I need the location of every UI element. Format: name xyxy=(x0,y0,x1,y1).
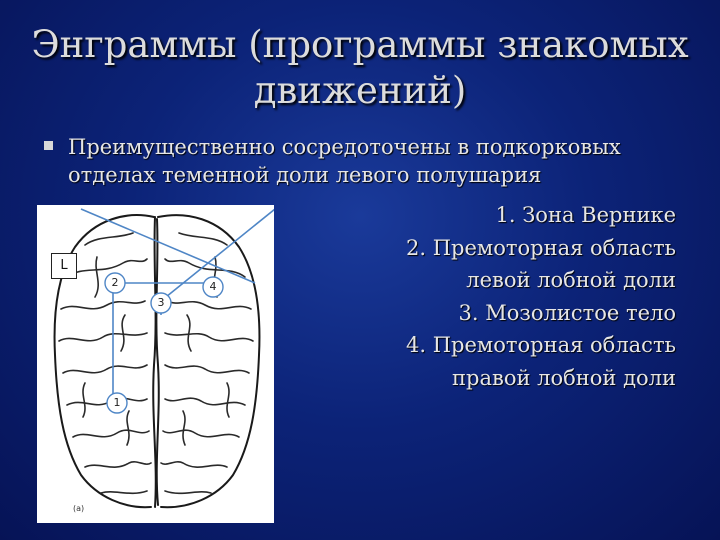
marker-4: 4 xyxy=(209,280,217,293)
region-list xyxy=(346,199,676,394)
bullet-text: Преимущественно сосредоточены в подкорковых отделах теменной доли левого полушария xyxy=(68,135,621,187)
list-item: 4. Премоторная область xyxy=(406,333,676,357)
marker-1: 1 xyxy=(113,396,121,409)
list-item: правой лобной доли xyxy=(452,365,676,390)
list-item: левой лобной доли xyxy=(466,268,676,292)
slide-title: Энграммы (программы знакомых движений) xyxy=(31,23,689,112)
brain-figure xyxy=(37,205,274,523)
left-hemisphere-label: L xyxy=(51,253,77,279)
marker-2: 2 xyxy=(111,276,119,289)
square-bullet-icon xyxy=(44,141,53,150)
panel-letter: (a) xyxy=(73,504,85,513)
list-item: 3. Мозолистое тело xyxy=(458,300,676,325)
marker-3: 3 xyxy=(157,296,165,309)
list-item: 2. Премоторная область xyxy=(406,235,676,260)
list-item: 1. Зона Вернике xyxy=(495,203,676,227)
